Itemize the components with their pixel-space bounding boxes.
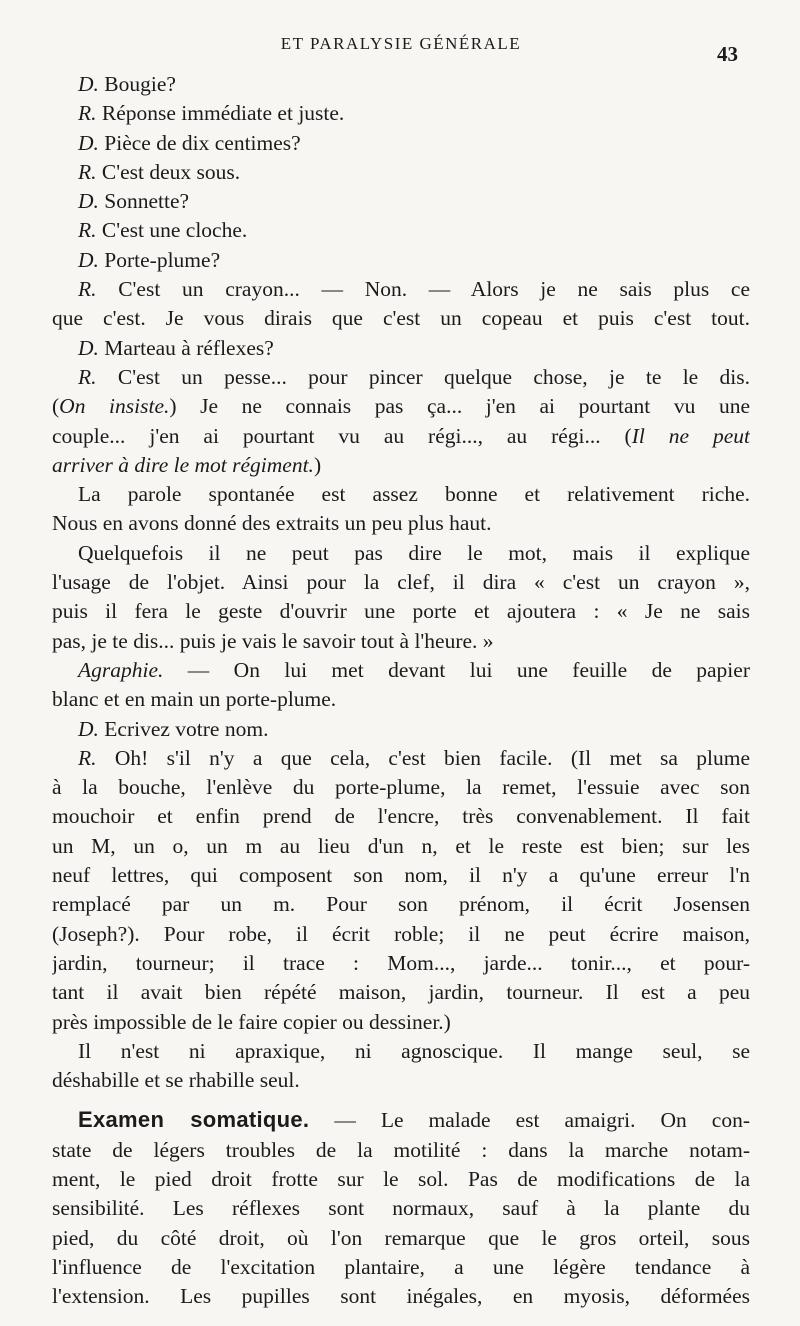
pesse-text-3: couple... j'en ai pourtant vu au régi..., au régi... ( bbox=[52, 423, 632, 448]
dialogue-text: Ecrivez votre nom. bbox=[104, 716, 269, 741]
speaker: D. bbox=[78, 189, 99, 214]
running-head bbox=[52, 34, 750, 70]
parole-line-1: La parole spontanée est assez bonne et relativement riche. bbox=[78, 482, 750, 507]
dialogue-text: Sonnette? bbox=[104, 189, 190, 214]
dialogue-line bbox=[52, 216, 750, 245]
reponse-line: jardin, tourneur; il trace : Mom..., jarde... tonir..., et pour- bbox=[52, 950, 750, 975]
speaker: R. bbox=[78, 745, 97, 770]
agraphie-label: Agraphie. bbox=[78, 657, 164, 682]
somatique-line: pied, du côté droit, où l'on remarque que le gros orteil, sous bbox=[52, 1225, 750, 1250]
dialogue-text: Bougie? bbox=[104, 72, 176, 96]
reponse-line: remplacé par un m. Pour son prénom, il écrit Josensen bbox=[52, 892, 750, 917]
parole-line-2: Nous en avons donné des extraits un peu plus haut. bbox=[52, 511, 492, 536]
reponse-line bbox=[52, 744, 750, 773]
dialogue-text: Porte-plume? bbox=[104, 247, 221, 272]
dialogue-line bbox=[52, 187, 750, 216]
stage-direction: arriver à dire le mot régiment. bbox=[52, 452, 314, 477]
crayon-text-1: C'est un crayon... — Non. — Alors je ne sais plus ce bbox=[118, 277, 750, 302]
reponse-line: à la bouche, l'enlève du porte-plume, la remet, l'essuie avec son bbox=[52, 775, 750, 800]
section-gap bbox=[52, 1095, 750, 1105]
quelquefois-line-2: l'usage de l'objet. Ainsi pour la clef, il dira « c'est un crayon », bbox=[52, 570, 750, 595]
agraphie-text-1: — On lui met devant lui une feuille de papier bbox=[163, 657, 750, 682]
quelquefois-line-3: puis il fera le geste d'ouvrir une porte et ajoutera : « Je ne sais bbox=[52, 599, 750, 624]
dialogue-line bbox=[52, 334, 750, 363]
speaker: D. bbox=[78, 130, 99, 155]
quelquefois-line-4: pas, je te dis... puis je vais le savoir tout à l'heure. » bbox=[52, 628, 494, 653]
somatique-text-1: — Le malade est amaigri. On con- bbox=[309, 1108, 750, 1133]
apraxique-line-1: Il n'est ni apraxique, ni agnoscique. Il mange seul, se bbox=[78, 1038, 750, 1063]
reponse-line: mouchoir et enfin prend de l'encre, très convenablement. Il fait bbox=[52, 804, 750, 829]
reponse-text: Oh! s'il n'y a que cela, c'est bien facile. (Il met sa plume bbox=[114, 745, 750, 770]
page-body bbox=[52, 70, 750, 1311]
crayon-line-2: que c'est. Je vous dirais que c'est un copeau et puis c'est tout. bbox=[52, 306, 750, 331]
crayon-line-1 bbox=[52, 275, 750, 304]
dialogue-text: C'est une cloche. bbox=[101, 218, 248, 243]
reponse-line: un M, un o, un m au lieu d'un n, et le reste est bien; sur les bbox=[52, 833, 750, 858]
pesse-line-4 bbox=[52, 451, 750, 480]
stage-direction: On insiste. bbox=[59, 394, 170, 419]
somatique-line: l'influence de l'excitation plantaire, a une légère tendance à bbox=[52, 1254, 750, 1279]
reponse-line: neuf lettres, qui composent son nom, il n'y a qu'une erreur l'n bbox=[52, 863, 750, 888]
page-number: 43 bbox=[717, 42, 738, 66]
running-title: ET PARALYSIE GÉNÉRALE bbox=[280, 34, 522, 53]
pesse-line-1 bbox=[52, 363, 750, 392]
dialogue-line bbox=[52, 158, 750, 187]
quelquefois-line-1: Quelquefois il ne peut pas dire le mot, mais il explique bbox=[78, 540, 750, 565]
pesse-text-1: C'est un pesse... pour pincer quelque chose, je te le dis. bbox=[117, 364, 750, 389]
somatique-line: l'extension. Les pupilles sont inégales, en myosis, déformées bbox=[52, 1284, 750, 1309]
pesse-text-2: ) Je ne connais pas ça... j'en ai pourtant vu une bbox=[169, 394, 750, 419]
dialogue-text: C'est deux sous. bbox=[101, 159, 241, 184]
reponse-line: (Joseph?). Pour robe, il écrit roble; il ne peut écrire maison, bbox=[52, 921, 750, 946]
dialogue-text: Réponse immédiate et juste. bbox=[101, 101, 345, 126]
somatique-line: state de légers troubles de la motilité : dans la marche notam- bbox=[52, 1137, 750, 1162]
speaker: D. bbox=[78, 335, 99, 360]
somatique-line-1 bbox=[52, 1105, 750, 1135]
reponse-line: tant il avait bien répété maison, jardin, tourneur. Il est a peu bbox=[52, 980, 750, 1005]
dialogue-line bbox=[52, 246, 750, 275]
paren: ) bbox=[313, 452, 322, 477]
speaker: R. bbox=[78, 364, 97, 389]
somatique-line: ment, le pied droit frotte sur le sol. Pas de modifications de la bbox=[52, 1166, 750, 1191]
dialogue-line bbox=[52, 70, 750, 99]
dialogue-line bbox=[52, 129, 750, 158]
dialogue-text: Pièce de dix centimes? bbox=[104, 130, 301, 155]
somatique-line: sensibilité. Les réflexes sont normaux, sauf à la plante du bbox=[52, 1196, 750, 1221]
dialogue-text: Marteau à réflexes? bbox=[104, 335, 274, 360]
pesse-line-3 bbox=[52, 422, 750, 451]
agraphie-line-2: blanc et en main un porte-plume. bbox=[52, 687, 337, 712]
pesse-line-2 bbox=[52, 392, 750, 421]
speaker: R. bbox=[78, 101, 97, 126]
speaker: R. bbox=[78, 277, 97, 302]
speaker: D. bbox=[78, 716, 99, 741]
dialogue-line bbox=[52, 99, 750, 128]
section-heading: Examen somatique. bbox=[78, 1107, 310, 1133]
reponse-line: près impossible de le faire copier ou dessiner.) bbox=[52, 1009, 451, 1034]
speaker: D. bbox=[78, 72, 99, 96]
speaker: D. bbox=[78, 247, 99, 272]
stage-direction: Il ne peut bbox=[631, 423, 750, 448]
speaker: R. bbox=[78, 159, 97, 184]
speaker: R. bbox=[78, 218, 97, 243]
paren: ( bbox=[52, 394, 60, 419]
dialogue-line bbox=[52, 715, 750, 744]
apraxique-line-2: déshabille et se rhabille seul. bbox=[52, 1068, 300, 1093]
agraphie-line-1 bbox=[52, 656, 750, 685]
